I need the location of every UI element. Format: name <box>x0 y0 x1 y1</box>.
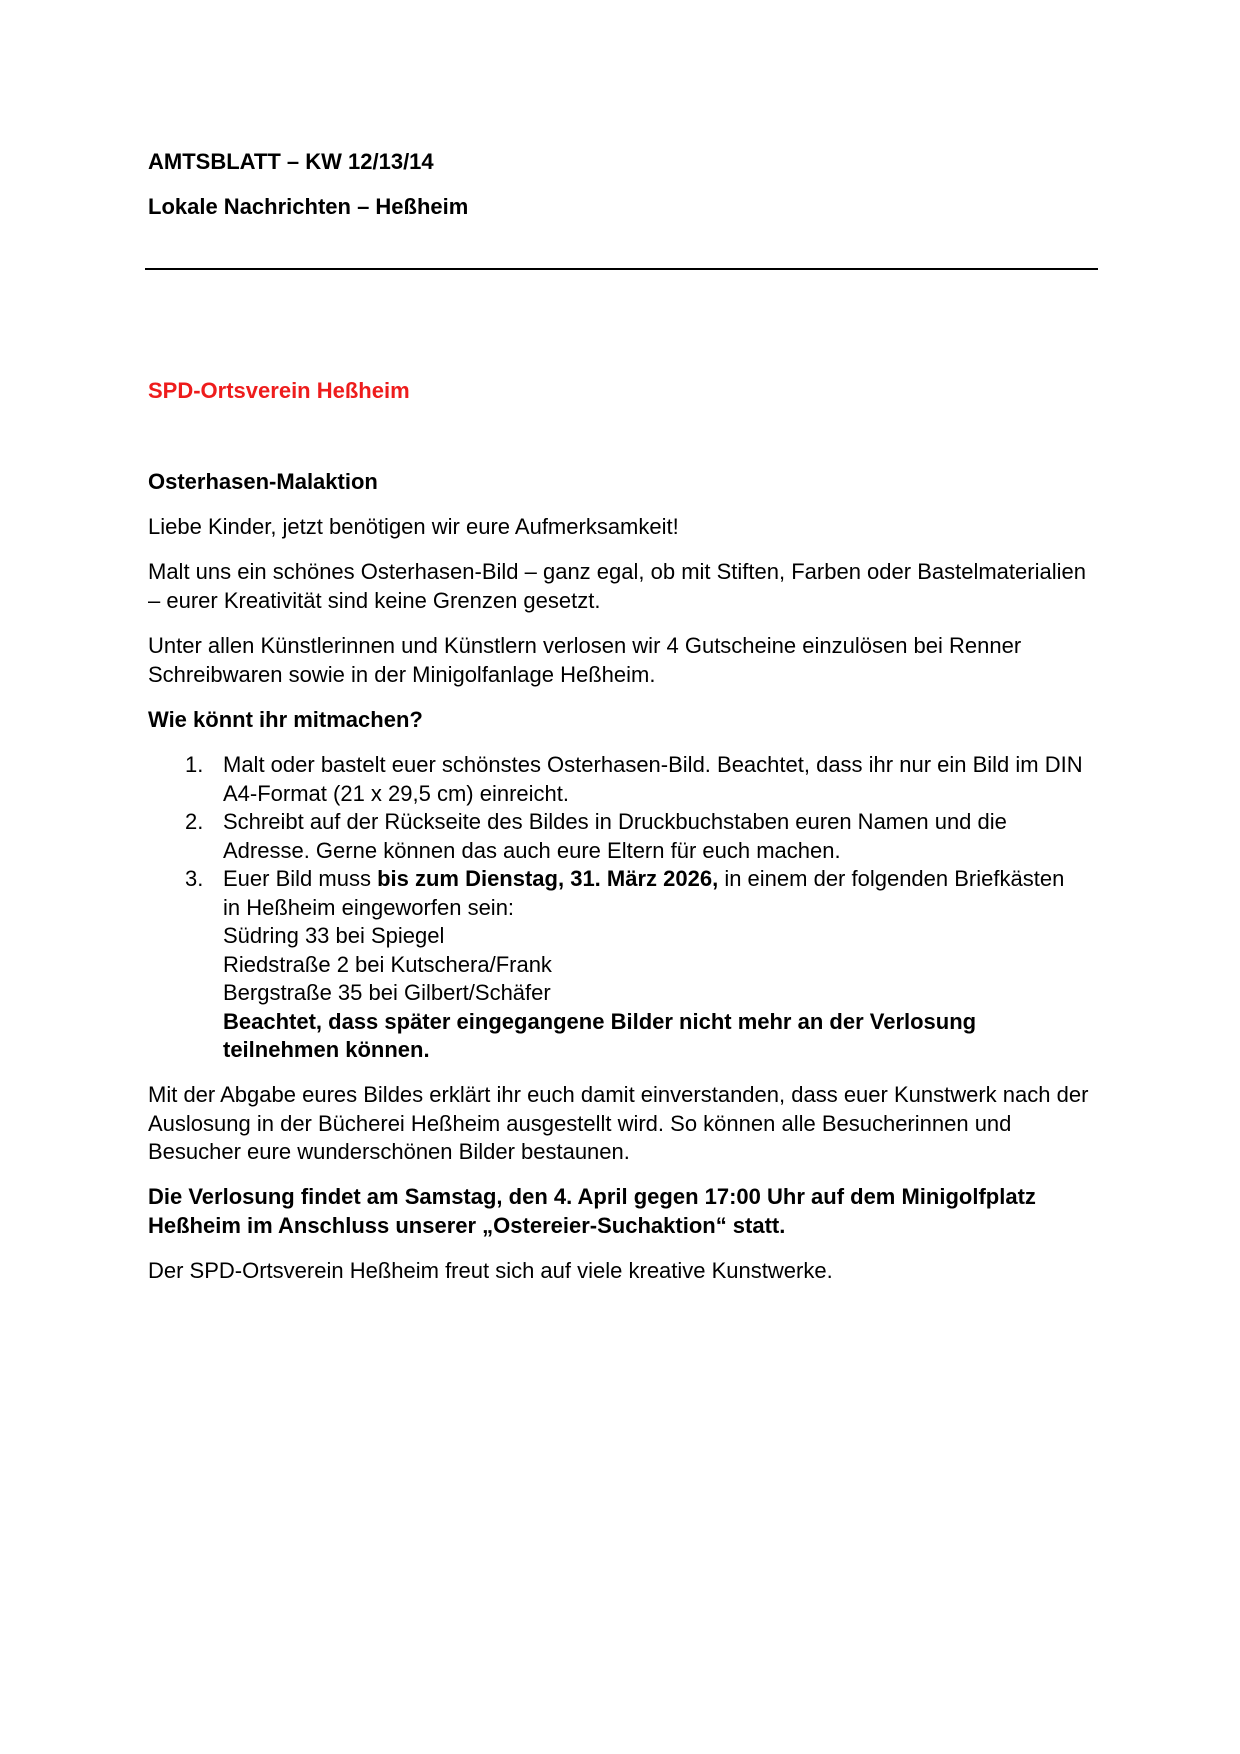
list-item <box>185 751 1083 808</box>
section-title: SPD-Ortsverein Heßheim <box>148 378 410 403</box>
page-subtitle: Lokale Nachrichten – Heßheim <box>148 194 469 219</box>
header-divider <box>145 268 1098 270</box>
closing-text: Der SPD-Ortsverein Heßheim freut sich auf viele kreative Kunstwerke. <box>148 1258 833 1283</box>
list-number: 3. <box>185 866 204 891</box>
intro-text: Liebe Kinder, jetzt benötigen wir eure Aufmerksamkeit! <box>148 514 679 539</box>
list-item-text: Schreibt auf der Rückseite des Bildes in Druckbuchstaben euren Namen und die Adresse. Gerne können das auch eure Eltern für euch machen. <box>223 809 1007 863</box>
deadline-date: bis zum Dienstag, 31. März 2026, <box>377 866 719 891</box>
deadline-text: Euer Bild muss bis zum Dienstag, 31. März 2026, in einem der folgenden Briefkästen in Heßheim eingeworfen sein: <box>223 866 1065 920</box>
mailbox-address: Südring 33 bei Spiegel <box>223 923 445 948</box>
paragraph-1: Malt uns ein schönes Osterhasen-Bild – ganz egal, ob mit Stiften, Farben oder Bastelmaterialien – eurer Kreativität sind keine Grenzen gesetzt. <box>148 559 1086 613</box>
list-number: 2. <box>185 809 204 834</box>
list-item <box>185 865 1083 1065</box>
paragraph-3: Mit der Abgabe eures Bildes erklärt ihr euch damit einverstanden, dass euer Kunstwerk nach der Auslosung in der Bücherei Heßheim ausgestellt wird. So können alle Besucherinnen und Besucher eure wunderschönen Bilder bestaunen. <box>148 1082 1089 1164</box>
steps-list <box>185 751 1083 1065</box>
page-title: AMTSBLATT – KW 12/13/14 <box>148 149 434 174</box>
draw-announcement: Die Verlosung findet am Samstag, den 4. April gegen 17:00 Uhr auf dem Minigolfplatz Heßheim im Anschluss unserer „Ostereier-Suchaktion“ statt. <box>148 1184 1036 1238</box>
late-submission-note: Beachtet, dass später eingegangene Bilder nicht mehr an der Verlosung teilnehmen können. <box>223 1008 977 1062</box>
paragraph-2: Unter allen Künstlerinnen und Künstlern verlosen wir 4 Gutscheine einzulösen bei Renner Schreibwaren sowie in der Minigolfanlage Heßheim. <box>148 633 1022 687</box>
mailbox-address: Bergstraße 35 bei Gilbert/Schäfer <box>223 980 551 1005</box>
mailbox-address: Riedstraße 2 bei Kutschera/Frank <box>223 951 552 977</box>
list-number: 1. <box>185 752 204 777</box>
article-heading: Osterhasen-Malaktion <box>148 469 378 494</box>
how-to-heading: Wie könnt ihr mitmachen? <box>148 707 423 732</box>
list-item <box>185 808 1083 865</box>
list-item-text: Malt oder bastelt euer schönstes Osterhasen-Bild. Beachtet, dass ihr nur ein Bild im DIN A4-Format (21 x 29,5 cm) einreicht. <box>223 752 1083 806</box>
